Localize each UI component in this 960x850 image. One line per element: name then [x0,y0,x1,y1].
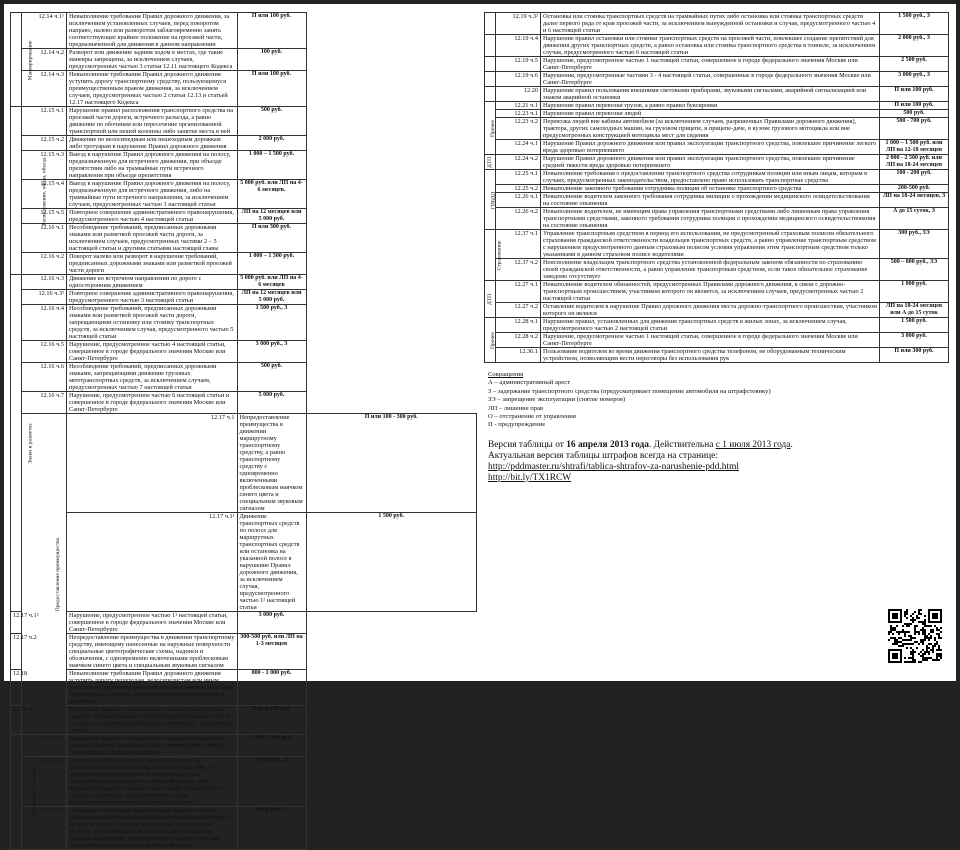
fine-amount: ЛП на 18-24 месяцев, З [880,193,949,208]
fine-amount: П или 100 руб. [237,71,306,107]
article-code: 12.15 ч.2 [22,136,67,151]
violation-text: Невыполнение требования Правил дорожного движения уступить дорогу транспортному средству, пользующемуся преимущественным правом движения, за исключением случаев, предусмотренных частью 2 статьи 12.13 и статьей 12.17 настоящего Кодекса [67,71,238,107]
table-row [485,102,949,110]
violation-text: Повторное совершение административного правонарушения, предусмотренного частью 3 настоящей статьи [67,290,238,305]
group-label [11,107,48,275]
article-code: 12.14 ч.3 [22,71,67,107]
table-row [485,333,949,348]
fine-amount: 100 - 200 руб. [880,170,949,185]
article-code: 12.24 ч.2 [496,155,541,170]
group-spacer [485,13,496,35]
table-row [11,612,477,634]
group-label [11,13,34,107]
version-mid: . Действительна [648,439,716,450]
fine-amount: А до 15 суток, З [880,208,949,230]
table-row [485,72,949,87]
group-label-text: ДТП [487,156,494,169]
group-label-text: Знаки и разметка [27,423,34,464]
group-label-text: Предоставление преимущества [55,537,62,612]
table-row [485,259,949,281]
table-row [11,341,477,363]
violation-text: Движение по велосипедным или пешеходным дорожкам либо тротуарам в нарушение Правил дорожного движения [67,136,238,151]
fine-amount: 500 руб. [237,363,306,392]
fine-amount: 100 руб. [237,49,306,71]
article-code: 12.21 ч.1 [496,102,541,110]
group-label [485,170,496,230]
version-date: 16 апреля 2013 года [566,439,649,450]
violation-text: Невыполнение законного требования сотрудника полиции об остановке транспортного средства [541,185,880,193]
table-row [11,414,477,513]
table-row [11,392,477,414]
violation-text: Повторное совершение административного правонарушения, предусмотренного частью 4 настоящей статьи [67,209,238,224]
fine-amount: 5 000 руб. [237,392,306,414]
article-code: 12.16 ч.4 [22,305,67,341]
article-code: 12.15 ч.4 [22,180,67,209]
fine-amount: 500 – 800 руб., ЗЭ [880,259,949,281]
fine-amount: ЛП на 12 месяцев или 5 000 руб. [237,209,306,224]
article-code: 12.17 ч.1¹ [67,513,238,612]
table-row [485,57,949,72]
violation-text: Нарушение правил пользования внешними световыми приборами, звуковыми сигналами, аварийной сигнализацией или знаком аварийной остановки [541,87,880,102]
article-code: 12.26 ч.2 [496,208,541,230]
fine-amount: 2 000 руб., З [880,35,949,57]
article-code: 12.37 ч.2 [496,259,541,281]
violation-text: Пользование водителем во время движения транспортного средства телефоном, не оборудованным техническим устройством, позволяющим вести переговоры без использования рук [541,348,880,363]
table-row [485,110,949,118]
fine-amount: 5 000 руб. или ЛП на 4-6 месяцев. [237,180,306,209]
violation-text: Невыполнение требования Правил дорожного движения, за исключением установленных случаев, перед поворотом направо, налево или разворотом заблаговременно занять соответствующее крайнее положение на проезжей части, предназначенной для движения в данном направлении [67,13,238,49]
fine-amount: П или 300 руб. [237,224,306,253]
actual-version-note: Актуальная версия таблицы штрафов всегда на странице: [488,450,718,461]
fine-amount: П или 100 руб. [880,87,949,102]
table-row [11,13,477,49]
article-code: 12.19 ч.5 [496,57,541,72]
fine-amount: ЛП на 12 месяцев или 5 000 руб. [237,290,306,305]
table-row [11,513,477,612]
article-code: 12.19 ч.4 [496,35,541,57]
violation-text: Невыполнение водителем обязанностей, предусмотренных Правилами дорожного движения, в связи с дорожно-транспортным происшествием, участником которого он является, за исключением случаев, предусмотренных частью 2 настоящей статьи [541,281,880,303]
group-spacer [485,57,496,72]
legend-title: Сокращения [488,371,524,378]
fine-amount: 2 000 - 2 500 руб. или ЛП на 18-24 месяцев [880,155,949,170]
fines-table-sheet [4,4,956,849]
fine-amount: П или 100 руб. [237,13,306,49]
violation-text: Непредоставление преимущества в движении транспортному средству, имеющему нанесенные на наружные поверхности специальные цветографические схемы, надписи и обозначения, с одновременно включенными проблесковым маячком синего цвета и специальным звуковым сигналом [67,634,238,670]
table-row [11,71,477,107]
fine-amount: 1 000 – 1 500 руб. [237,151,306,180]
violation-text: Нарушение правил перевозки грузов, а равно правил буксировки [541,102,880,110]
violation-text: Невыполнение водителем, не имеющим права управления транспортными средствами либо лишенным права управления транспортными средствами, законного требования сотрудника полиции о прохождении медицинского освидетельствования на состояние опьянения [541,208,880,230]
fine-amount: 3 000 руб., З [237,341,306,363]
table-row [485,155,949,170]
table-row [11,180,477,209]
fine-amount: 1 000 руб. [880,281,949,303]
fine-amount: 200-500 руб. [880,185,949,193]
article-code: 12.19 ч.3² [496,13,541,35]
violation-text: Движение транспортных средств по полосе для маршрутных транспортных средств или остановка на указанной полосе в нарушение Правил дорожного движения, за исключением случая, предусмотренного частью 1² настоящей статьи [237,513,306,612]
article-code: 12.19 ч.1 [11,706,22,735]
article-code: 12.36.1 [496,348,541,363]
table-row [11,363,477,392]
table-row [485,185,949,193]
table-row [11,305,477,341]
article-code: 12.16 ч.3¹ [22,290,67,305]
article-code: 12.20 [496,87,541,102]
violation-text: Нарушение, предусмотренное частью 1 настоящей статьи, совершенное в городе федерального значения Москве или Санкт-Петербурге [541,57,880,72]
fine-amount: П или 100 - 300 руб. [306,414,477,513]
table-row [485,230,949,259]
article-code: 12.16 ч.5 [22,341,67,363]
group-label-text: ДТП [487,293,494,306]
fine-amount: 500 - 700 руб. [880,118,949,140]
table-row [11,670,477,706]
violation-text: Выезд в нарушение Правил дорожного движения на полосу, предназначенную для встречного движения, при объезде препятствия либо на трамвайные пути встречного направления при объезде препятствия [67,151,238,180]
legend-item: А – административный арест [488,379,571,387]
fine-amount: 3 000 руб. [237,612,306,634]
fine-amount: 3 000-5 000 руб. [237,735,306,757]
table-row [485,348,949,363]
short-link[interactable]: http://bit.ly/TX1RCW [488,472,572,483]
group-label-text: Прочее [489,332,496,349]
article-code: 12.17 ч.1 [67,414,238,513]
fine-amount: 1 000 – 1 500 руб. [237,253,306,275]
violation-text: Нарушение правил расположения транспортного средства на проезжей части дороги, встречного разъезда, а равно движение по обочинам или пересечение организованной транспортной или пешей колонны либо занятие места в ней [67,107,238,136]
legend-item: П - предупреждение [488,421,546,429]
table-row [11,807,477,850]
fine-amount: 1 500 руб. [880,318,949,333]
article-code: 12.14 ч.1¹ [22,13,67,49]
article-code: 12.16 ч.1 [22,224,67,253]
valid-from: с 1 июля 2013 года [715,439,791,450]
group-label [11,735,38,850]
group-label-text: ГИБДД [490,191,497,209]
table-row [485,193,949,208]
table-row [485,118,949,140]
fine-amount: 1 000 руб., З [237,807,306,850]
violation-text: Оставление водителем в нарушение Правил дорожного движения места дорожно-транспортного происшествия, участником которого он являлся [541,303,880,318]
violation-text: Остановка или стоянка транспортных средств в местах остановки маршрутных транспортных средств или ближе 15 метров от мест остановки маршрутных транспортных средств, за исключением остановки для посадки или высадки пассажиров, вынужденной остановки и случая, предусмотренного частью 6 настоящей статьи [67,807,238,850]
violation-text: Остановка или стоянка транспортных средств на трамвайных путях либо остановка или стоянка транспортных средств далее первого ряда от края проезжей части, за исключением вынужденной остановки и случая, предусмотренного частью 4 и 6 настоящей статьи [541,13,880,35]
group-label-text: Маневрирование [27,40,34,80]
fine-amount: 1 500 руб., З [880,13,949,35]
fine-amount: 1 000 руб., З [237,757,306,807]
group-spacer [485,72,496,87]
group-label [485,155,496,170]
violation-text: Нарушение Правил дорожного движения или правил эксплуатации транспортного средства, повлекшее причинение средней тяжести вреда здоровью потерпевшего [541,155,880,170]
violation-text: Нарушения, предусмотренные частями 3 - 4 настоящей статьи, совершенные в городе федерального значения Москве или Санкт-Петербурге [541,72,880,87]
article-code: 12.17 ч.1² [11,612,22,634]
violation-text: Непредоставление преимущества в движении маршрутному транспортному средству, а равно транспортному средству с одновременно включенными проблесковым маячком синего цвета и специальным звуковым сигналом [237,414,306,513]
version-line: Версия таблицы от 16 апреля 2013 года. Действительна с 1 июля 2013 года. [488,439,793,450]
table-row [11,275,477,290]
table-row [485,303,949,318]
qr-code-icon [888,609,942,663]
table-row [485,35,949,57]
article-code: 12.17 ч.2 [11,634,22,670]
article-code: 12.27 ч.2 [496,303,541,318]
violation-text: Нарушение правил остановки или стоянки транспортных средств, за исключением случаев, предусмотренных частью 1 статьи 12.10 настоящего Кодекса и частями 2 - 6 настоящей статьи [67,706,238,735]
legend-item: ЗЭ – запрещение эксплуатации (снятие номеров) [488,396,626,404]
fine-amount: П или 100 руб. [880,102,949,110]
fine-amount: П или 300 руб. [237,706,306,735]
group-spacer [485,87,496,102]
fine-amount: 300 руб., ЗЭ [880,230,949,259]
table-row [11,136,477,151]
fine-amount: 300-500 руб. или ЛП на 1-3 месяцев [237,634,306,670]
fine-amount: ЛП на 18-24 месяцев или А до 15 суток [880,303,949,318]
article-code: 12.16 ч.3 [22,275,67,290]
article-code: 12.19 ч.3¹ [22,807,67,850]
article-code: 12.16 ч.2 [22,253,67,275]
table-row [11,706,477,735]
table-row [11,735,477,757]
table-row [11,253,477,275]
article-code: 12.19 ч.6 [496,72,541,87]
violation-text: Поворот налево или разворот в нарушение требований, предписанных дорожными знаками или разметкой проезжей части дороги [67,253,238,275]
violation-text: Нарушение, предусмотренное частью 1¹ настоящей статьи, совершенное в городе федерального значения Москве или Санкт-Петербурге [67,612,238,634]
group-label-text: Страхование [496,240,503,271]
article-code: 12.16 ч.7 [22,392,67,414]
violation-text: Нарушение, предусмотренное частью 1 настоящей статьи, совершенное в городе федерального значения Москве или Санкт-Петербурге [541,333,880,348]
article-code: 12.25 ч.1 [496,170,541,185]
group-spacer [485,35,496,57]
table-row [11,224,477,253]
article-code: 12.15 ч.3 [22,151,67,180]
article-code: 12.15 ч.5 [22,209,67,224]
table-row [485,318,949,333]
violation-text: Невыполнение водителем законного требования сотрудника милиции о прохождении медицинского освидетельствования на состояние опьянения [541,193,880,208]
fine-amount: 500 руб. [880,110,949,118]
fine-amount: 1 500 руб., З [237,305,306,341]
group-label [485,230,503,281]
violation-text: Нарушение, предусмотренное частью 6 настоящей статьи и совершенное в городе федерального значения Москве или Санкт-Петербурге [67,392,238,414]
fine-amount: 800 - 1 000 руб. [237,670,306,706]
violation-text: Нарушение правил перевозки людей [541,110,880,118]
violation-text: Нарушение, предусмотренное частью 4 настоящей статьи, совершенное в городе федерального значения Москве или Санкт-Петербурге [67,341,238,363]
group-label-text: Остановка и стоянка [31,768,38,817]
group-label [485,281,496,318]
article-code: 12.37 ч.1 [496,230,541,259]
fine-amount: 1 000 – 1 500 руб. или ЛП на 12-18 месяцев [880,140,949,155]
group-label-text: Расположение, обгон, объезд [41,157,48,225]
fine-amount: 1 500 руб. [306,513,477,612]
article-code: 12.16 ч.6 [22,363,67,392]
fine-amount: 5 000 руб. или ЛП на 4-6 месяцев [237,275,306,290]
article-code: 12.19 ч.2 [22,735,67,757]
article-code: 12.27 ч.1 [496,281,541,303]
violation-text: Нарушение правил остановки или стоянки транспортных средств на проезжей части, повлекшее создание препятствий для движения других транспортных средств, а равно остановка или стоянка транспортного средства в тоннеле, за исключением случая, предусмотренного частью 6 настоящей статьи [541,35,880,57]
fine-amount: 2 000 руб. [237,136,306,151]
group-label [11,275,34,612]
article-code: 12.18 [11,670,22,706]
legend-item: З – задержание транспортного средства (предусматривает помещение автомобиля на штрафстоянку) [488,387,771,395]
table-row [485,87,949,102]
fines-table-right [484,12,949,363]
fine-amount: 3 000 руб., З [880,72,949,87]
article-code: 12.19 ч.3 [22,757,67,807]
version-footer [484,440,868,484]
legend-item: О – отстранение от управления [488,413,576,421]
fine-amount: П или 300 руб. [880,348,949,363]
table-row [485,170,949,185]
violation-text: Управление транспортным средством в период его использования, не предусмотренный страховым полисом обязательного страхования гражданской ответственности владельцев транспортных средств, а равно управление транспортным средством с нарушением предусмотренного данным страховым полисом условия управления этим транспортным средством только указанными в данном страховом полисе водителями [541,230,880,259]
article-code: 12.26 ч.1 [496,193,541,208]
page-link[interactable]: http://pddmaster.ru/shtrafi/tablica-shtrafov-za-narushenie-pdd.html [488,461,739,472]
article-code: 12.28 ч.2 [496,333,541,348]
violation-text: Разворот или движение задним ходом в местах, где такие маневры запрещены, за исключением случаев, предусмотренных частью 3 статьи 12.11 настоящего Кодекса [67,49,238,71]
table-row [11,107,477,136]
fines-table-left [10,12,477,850]
version-prefix: Версия таблицы от [488,439,567,450]
fine-amount: 3 000 руб. [880,333,949,348]
legend-item: ЛП – лишение прав [488,404,544,412]
group-label [485,102,496,155]
violation-text: Невыполнение требования о предоставлении транспортного средства сотрудникам полиции или иным лицам, которым в случаях, предусмотренных законодательством, предоставлено право использовать транспортные средства [541,170,880,185]
left-column [10,12,477,850]
article-code: 12.24 ч.1 [496,140,541,155]
violation-text: Несоблюдение требований, предписанных дорожными знаками или разметкой проезжей части дороги, за исключением случаев, предусмотренных частями 2 – 5 настоящей статьи и другими статьями настоящей главы [67,224,238,253]
violation-text: Неисполнение владельцем транспортного средства установленной федеральным законом обязанности по страхованию своей гражданской ответственности, а равно управление транспортным средством, если такое обязательное страхование заведомо отсутствует [541,259,880,281]
table-row [485,140,949,155]
table-row [485,281,949,303]
violation-text: Нарушение Правил дорожного движения или правил эксплуатации транспортного средства, повлекшее причинение легкого вреда здоровью потерпевшего [541,140,880,155]
table-row [11,634,477,670]
fine-amount: 2 500 руб. [880,57,949,72]
violation-text: Несоблюдение требований, предписанных дорожными знаками, запрещающими движение грузовых автотранспортных средств, за исключением случаев, предусмотренных частью 7 настоящей статьи [67,363,238,392]
violation-text: Перевозка людей вне кабины автомобиля (за исключением случаев, разрешенных Правилами дорожного движения), трактора, других самоходных машин, на грузовом прицепе, в прицепе-даче, в кузове грузового мотоцикла или вне предусмотренных конструкцией мотоцикла мест для сидения [541,118,880,140]
article-code: 12.23 ч.2 [496,118,541,140]
table-row [11,49,477,71]
article-code: 12.14 ч.2 [22,49,67,71]
article-code: 12.28 ч.1 [496,318,541,333]
article-code: 12.23 ч.1 [496,110,541,118]
violation-text: Нарушение правил остановки или стоянки транспортных средств в местах, отведенных для остановки или стоянки транспортных средств инвалидов [67,735,238,757]
table-row [11,290,477,305]
right-column [484,12,949,484]
fine-amount: 500 руб. [237,107,306,136]
article-code: 12.15 ч.1 [22,107,67,136]
violation-text: Невыполнение требования Правил дорожного движения уступить дорогу пешеходам, велосипедистам или иным участникам дорожного движения (за исключением водителей транспортных средств), пользующимся преимуществом в движении [67,670,238,706]
violation-text: Выезд в нарушение Правил дорожного движения на полосу, предназначенную для встречного движения, либо на трамвайные пути встречного направления, за исключением случаев, предусмотренных частью 3 настоящей статьи [67,180,238,209]
table-row [485,208,949,230]
article-code: 12.25 ч.2 [496,185,541,193]
group-label-text: Прочее [489,120,496,137]
violation-text: Движение во встречном направлении по дороге с односторонним движением [67,275,238,290]
table-row [11,151,477,180]
group-label [485,318,496,363]
violation-text: Нарушение правил, установленных для движения транспортных средств в жилых зонах, за исключением случая, предусмотренного частью 2 настоящей статьи [541,318,880,333]
abbreviations-legend [484,371,949,430]
table-row [485,13,949,35]
violation-text: Несоблюдение требований, предписанных дорожными знаками или разметкой проезжей части дороги, запрещающими остановку или стоянку транспортных средств, за исключением случая, предусмотренного частью 5 настоящей статьи [67,305,238,341]
violation-text: Остановка или стоянка транспортных средств на пешеходном переходе и ближе 5 метров перед ним, за исключением вынужденной остановки и случая, предусмотренного частью 6 настоящей статьи, либо нарушение правил остановки или стоянки транспортных средств на тротуаре, за исключением случая, предусмотренного частью 6 настоящей статьи [67,757,238,807]
table-row [11,757,477,807]
table-row [11,209,477,224]
